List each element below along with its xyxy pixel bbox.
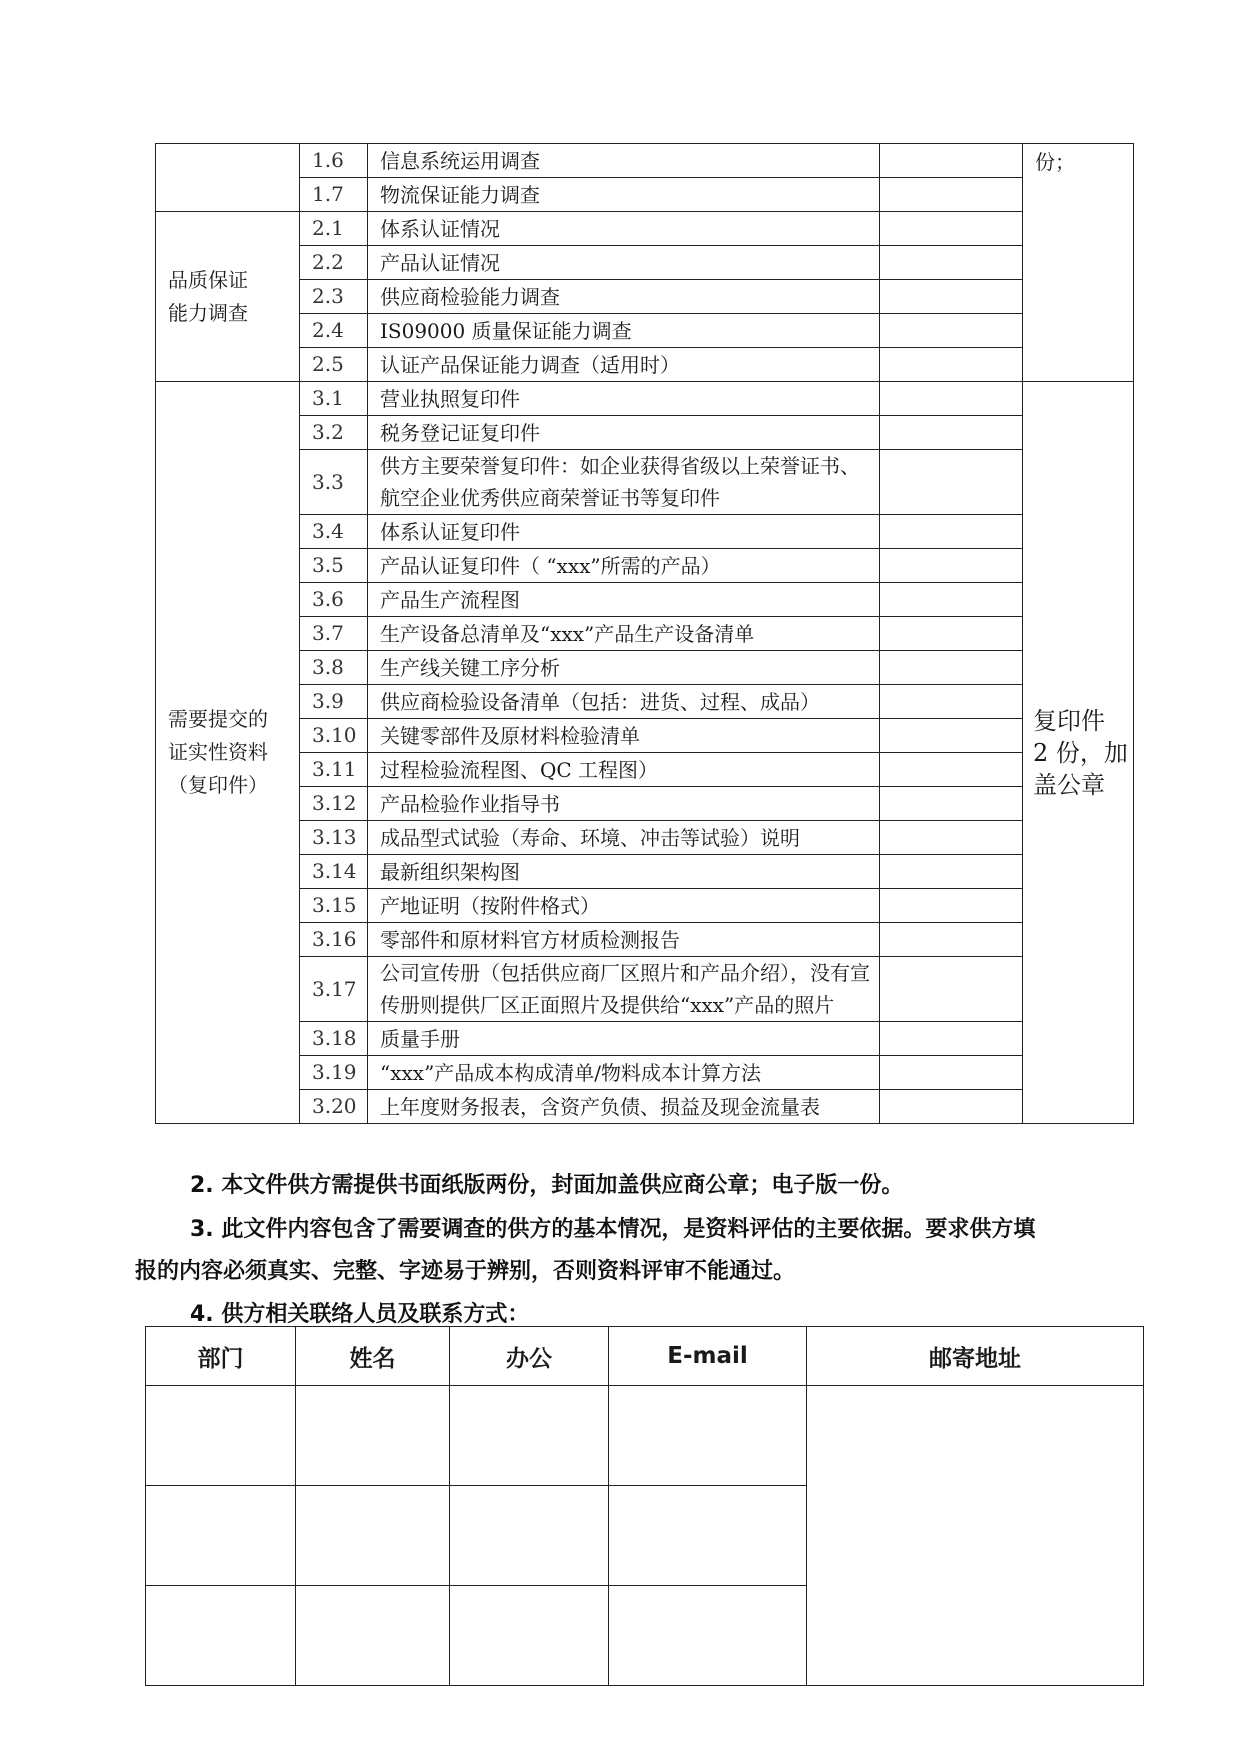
- supplier-document-table: [155, 143, 1134, 1124]
- email-cell[interactable]: [609, 1486, 807, 1586]
- table-row: [156, 1056, 1134, 1090]
- item-response-cell[interactable]: [880, 889, 1023, 923]
- item-number: 3.7: [300, 617, 368, 651]
- group-label-documents-line-2: 证实性资料: [168, 740, 268, 764]
- item-number: 2.5: [300, 348, 368, 382]
- item-number: 3.19: [300, 1056, 368, 1090]
- item-description: 供方主要荣誉复印件：如企业获得省级以上荣誉证书、航空企业优秀供应商荣誉证书等复印件: [368, 450, 880, 515]
- header-email: E-mail: [609, 1327, 807, 1386]
- item-description: 上年度财务报表，含资产负债、损益及现金流量表: [368, 1090, 880, 1124]
- table-row: [156, 450, 1134, 515]
- group-label-quality-line-1: 品质保证: [168, 267, 248, 292]
- item-number: 2.3: [300, 280, 368, 314]
- department-cell[interactable]: [146, 1486, 296, 1586]
- table-row: [156, 549, 1134, 583]
- item-number: 3.15: [300, 889, 368, 923]
- item-number: 3.4: [300, 515, 368, 549]
- table-row: [156, 348, 1134, 382]
- item-description: 最新组织架构图: [368, 855, 880, 889]
- item-description: 产品检验作业指导书: [368, 787, 880, 821]
- paragraph-4: 4. 供方相关联络人员及联系方式：: [190, 1302, 530, 1327]
- header-mailing-address: 邮寄地址: [807, 1327, 1144, 1386]
- note-copies-stamped-line-1: 复印件: [1033, 706, 1105, 735]
- item-number: 3.14: [300, 855, 368, 889]
- item-response-cell[interactable]: [880, 617, 1023, 651]
- item-response-cell[interactable]: [880, 144, 1023, 178]
- item-description: 产品生产流程图: [368, 583, 880, 617]
- item-response-cell[interactable]: [880, 685, 1023, 719]
- note-copies-stamped: [1023, 382, 1134, 1124]
- item-description: 供应商检验设备清单（包括：进货、过程、成品）: [368, 685, 880, 719]
- group-label-documents: [156, 382, 300, 1124]
- item-number: 2.4: [300, 314, 368, 348]
- item-response-cell[interactable]: [880, 314, 1023, 348]
- header-department: 部门: [146, 1327, 296, 1386]
- item-number: 3.1: [300, 382, 368, 416]
- department-cell[interactable]: [146, 1386, 296, 1486]
- note-copies-stamped-line-3: 盖公章: [1033, 770, 1105, 799]
- item-description: 营业执照复印件: [368, 382, 880, 416]
- table-row: [156, 889, 1134, 923]
- table-row: [156, 382, 1134, 416]
- table-row: [156, 1022, 1134, 1056]
- item-response-cell[interactable]: [880, 651, 1023, 685]
- table-row: [156, 515, 1134, 549]
- item-response-cell[interactable]: [880, 1022, 1023, 1056]
- item-response-cell[interactable]: [880, 515, 1023, 549]
- table-row: [156, 719, 1134, 753]
- table-row: [156, 651, 1134, 685]
- item-response-cell[interactable]: [880, 450, 1023, 515]
- item-description: 税务登记证复印件: [368, 416, 880, 450]
- table-row: [156, 1090, 1134, 1124]
- office-cell[interactable]: [450, 1386, 609, 1486]
- name-cell[interactable]: [296, 1486, 450, 1586]
- contact-table: [145, 1326, 1144, 1686]
- table-row: [156, 923, 1134, 957]
- supplier-document-table-body: [156, 144, 1134, 1124]
- contact-row: [146, 1386, 1144, 1486]
- office-cell[interactable]: [450, 1486, 609, 1586]
- item-description: 生产设备总清单及“xxx”产品生产设备清单: [368, 617, 880, 651]
- paragraph-2: 2. 本文件供方需提供书面纸版两份，封面加盖供应商公章；电子版一份。: [190, 1173, 904, 1198]
- group-label-quality: [156, 212, 300, 382]
- table-row: [156, 416, 1134, 450]
- item-number: 3.8: [300, 651, 368, 685]
- group-label-documents-line-3: （复印件）: [168, 773, 268, 797]
- item-description: 零部件和原材料官方材质检测报告: [368, 923, 880, 957]
- paragraph-3-line-2: 报的内容必须真实、完整、字迹易于辨别，否则资料评审不能通过。: [135, 1259, 796, 1284]
- table-row: [156, 753, 1134, 787]
- item-description: 质量手册: [368, 1022, 880, 1056]
- item-response-cell[interactable]: [880, 753, 1023, 787]
- group-label-documents-line-1: 需要提交的: [168, 707, 268, 731]
- item-description: 关键零部件及原材料检验清单: [368, 719, 880, 753]
- item-response-cell[interactable]: [880, 416, 1023, 450]
- item-response-cell[interactable]: [880, 246, 1023, 280]
- paragraph-3-line-1: 3. 此文件内容包含了需要调查的供方的基本情况，是资料评估的主要依据。要求供方填: [190, 1217, 1036, 1242]
- item-response-cell[interactable]: [880, 855, 1023, 889]
- item-response-cell[interactable]: [880, 280, 1023, 314]
- item-response-cell[interactable]: [880, 821, 1023, 855]
- item-number: 3.10: [300, 719, 368, 753]
- item-number: 3.9: [300, 685, 368, 719]
- item-number: 3.20: [300, 1090, 368, 1124]
- department-cell[interactable]: [146, 1586, 296, 1686]
- item-response-cell[interactable]: [880, 923, 1023, 957]
- item-number: 3.6: [300, 583, 368, 617]
- table-row: [156, 144, 1134, 178]
- item-description: 供应商检验能力调查: [368, 280, 880, 314]
- table-row: [156, 246, 1134, 280]
- table-row: [156, 314, 1134, 348]
- mailing-address-cell[interactable]: [807, 1386, 1144, 1686]
- item-response-cell[interactable]: [880, 1056, 1023, 1090]
- table-row: [156, 583, 1134, 617]
- name-cell[interactable]: [296, 1586, 450, 1686]
- item-number: 3.13: [300, 821, 368, 855]
- item-number: 3.17: [300, 957, 368, 1022]
- contact-table-header-row: [146, 1327, 1144, 1386]
- item-number: 2.2: [300, 246, 368, 280]
- item-description: IS09000 质量保证能力调查: [368, 314, 880, 348]
- item-number: 3.3: [300, 450, 368, 515]
- table-row: [156, 178, 1134, 212]
- item-response-cell[interactable]: [880, 348, 1023, 382]
- item-response-cell[interactable]: [880, 1090, 1023, 1124]
- item-description: 成品型式试验（寿命、环境、冲击等试验）说明: [368, 821, 880, 855]
- item-number: 3.12: [300, 787, 368, 821]
- item-description: “xxx”产品成本构成清单/物料成本计算方法: [368, 1056, 880, 1090]
- table-row: [156, 821, 1134, 855]
- item-description: 过程检验流程图、QC 工程图）: [368, 753, 880, 787]
- note-copies-stamped-line-2: 2 份，加: [1033, 738, 1128, 767]
- item-description: 认证产品保证能力调查（适用时）: [368, 348, 880, 382]
- table-row: [156, 855, 1134, 889]
- email-cell[interactable]: [609, 1586, 807, 1686]
- item-number: 3.18: [300, 1022, 368, 1056]
- office-cell[interactable]: [450, 1586, 609, 1686]
- item-response-cell[interactable]: [880, 957, 1023, 1022]
- item-number: 1.6: [300, 144, 368, 178]
- item-response-cell[interactable]: [880, 212, 1023, 246]
- table-row: [156, 617, 1134, 651]
- item-response-cell[interactable]: [880, 787, 1023, 821]
- note-copies: 份；: [1023, 144, 1134, 382]
- group-label-empty: [156, 144, 300, 212]
- item-number: 3.11: [300, 753, 368, 787]
- item-number: 3.2: [300, 416, 368, 450]
- item-response-cell[interactable]: [880, 178, 1023, 212]
- header-name: 姓名: [296, 1327, 450, 1386]
- item-number: 3.16: [300, 923, 368, 957]
- item-response-cell[interactable]: [880, 719, 1023, 753]
- item-response-cell[interactable]: [880, 549, 1023, 583]
- item-description: 信息系统运用调查: [368, 144, 880, 178]
- header-office: 办公: [450, 1327, 609, 1386]
- group-label-quality-line-2: 能力调查: [168, 300, 248, 325]
- item-description: 体系认证情况: [368, 212, 880, 246]
- table-row: [156, 957, 1134, 1022]
- table-row: [156, 685, 1134, 719]
- table-row: [156, 212, 1134, 246]
- table-row: [156, 787, 1134, 821]
- item-description: 产地证明（按附件格式）: [368, 889, 880, 923]
- item-response-cell[interactable]: [880, 583, 1023, 617]
- name-cell[interactable]: [296, 1386, 450, 1486]
- item-number: 3.5: [300, 549, 368, 583]
- item-description: 产品认证情况: [368, 246, 880, 280]
- item-number: 1.7: [300, 178, 368, 212]
- item-description: 生产线关键工序分析: [368, 651, 880, 685]
- item-response-cell[interactable]: [880, 382, 1023, 416]
- item-number: 2.1: [300, 212, 368, 246]
- email-cell[interactable]: [609, 1386, 807, 1486]
- item-description: 物流保证能力调查: [368, 178, 880, 212]
- item-description: 产品认证复印件（ “xxx”所需的产品）: [368, 549, 880, 583]
- item-description: 体系认证复印件: [368, 515, 880, 549]
- table-row: [156, 280, 1134, 314]
- item-description: 公司宣传册（包括供应商厂区照片和产品介绍），没有宣传册则提供厂区正面照片及提供给“xxx”产品的照片: [368, 957, 880, 1022]
